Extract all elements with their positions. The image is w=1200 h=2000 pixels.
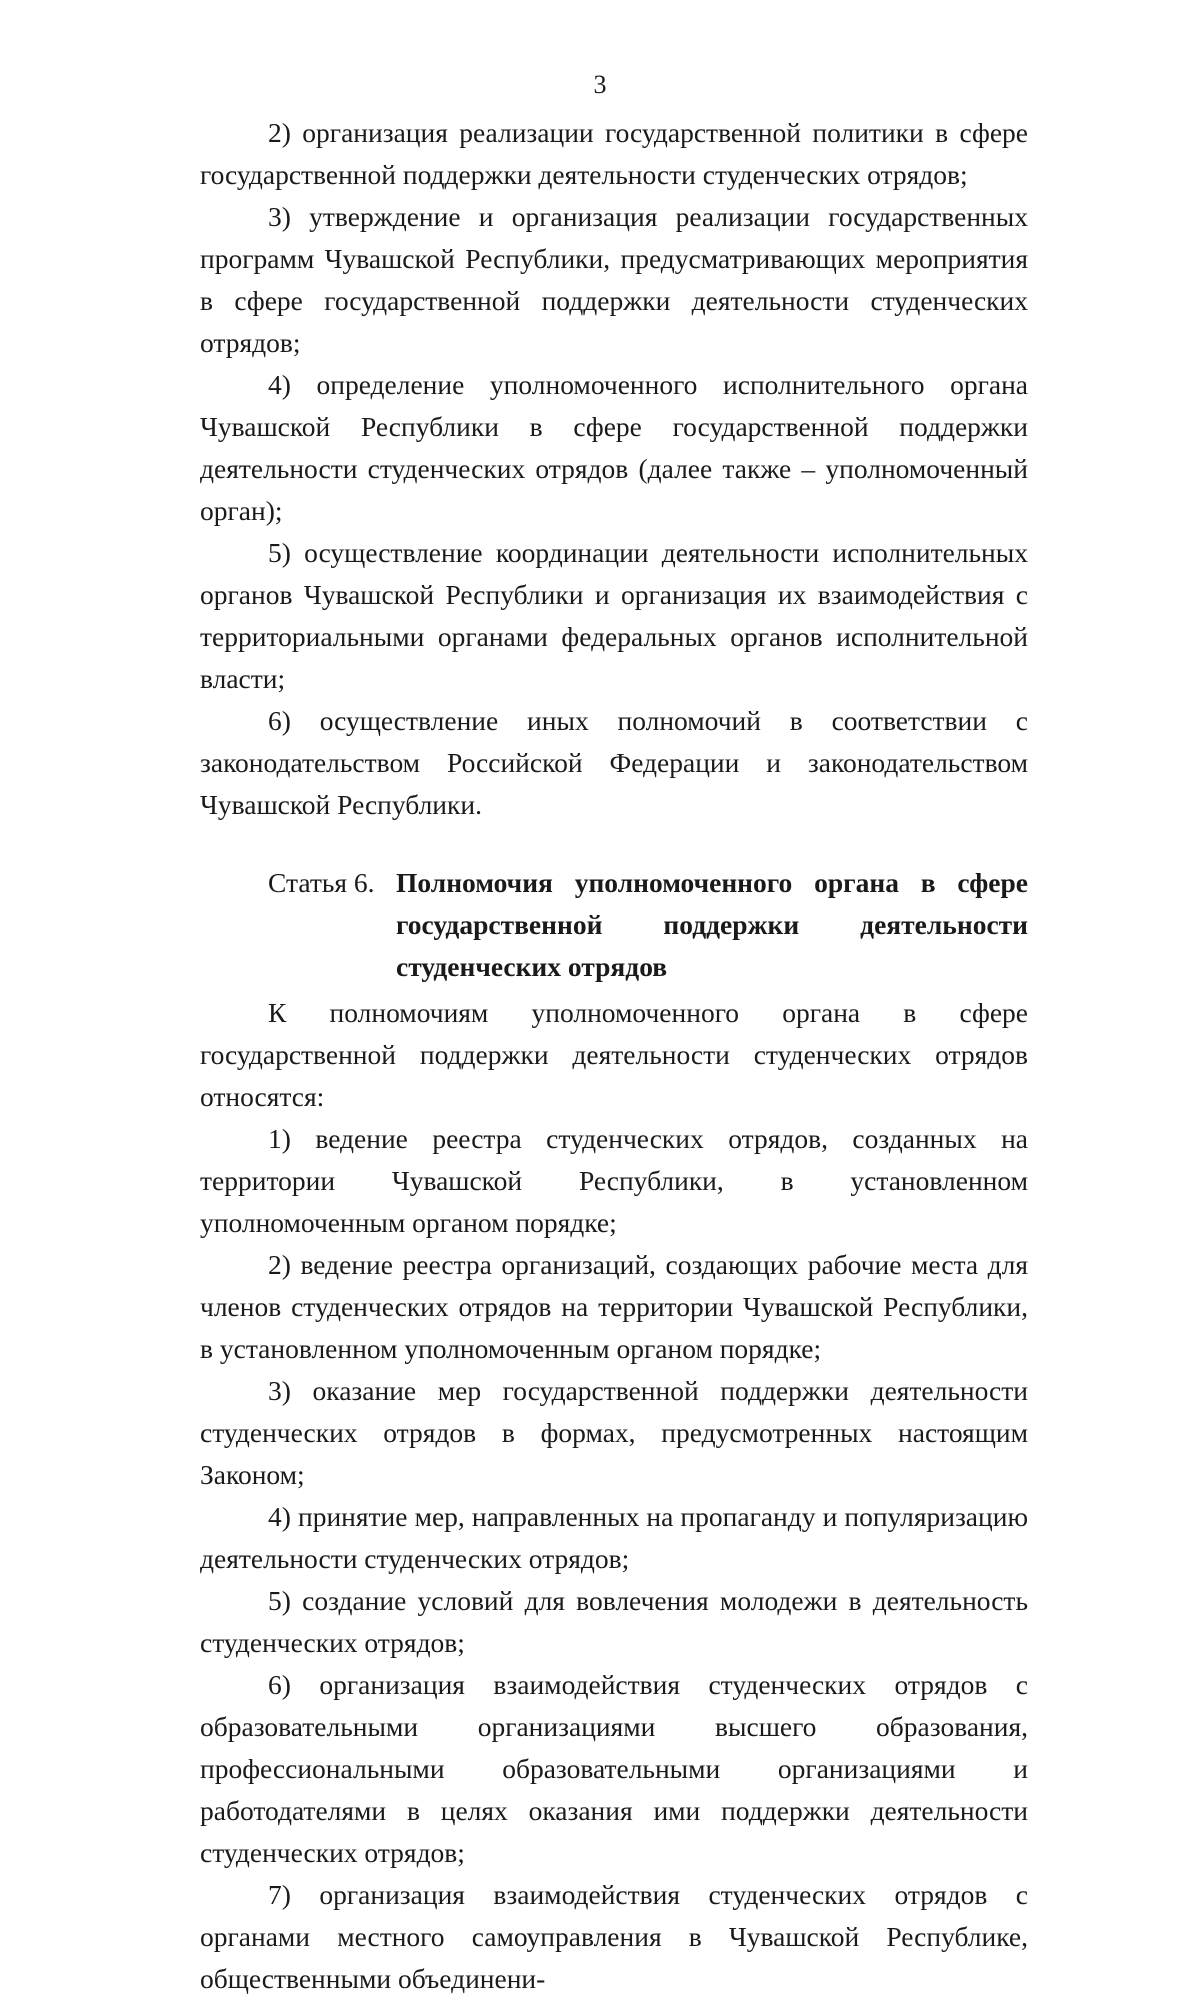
paragraph: 7) организация взаимодействия студенческих отрядов с органами местного самоуправления в Чувашской Республике, общественными объединени- [200, 1879, 1028, 1994]
paragraph: 1) ведение реестра студенческих отрядов, созданных на территории Чувашской Республики, в установленном уполномоченным органом порядке; [200, 1123, 1028, 1238]
article-title: Полномочия уполномоченного органа в сфере государственной поддержки деятельности студенческих отрядов [396, 867, 1028, 982]
paragraph: 2) ведение реестра организаций, создающих рабочие места для членов студенческих отрядов на территории Чувашской Республики, в установленном уполномоченным органом порядке; [200, 1249, 1028, 1364]
article-heading [200, 862, 1028, 988]
paragraph: 2) организация реализации государственной политики в сфере государственной поддержки деятельности студенческих отрядов; [200, 117, 1028, 190]
paragraph: 3) утверждение и организация реализации государственных программ Чувашской Республики, предусматривающих мероприятия в сфере государственной поддержки деятельности студенческих отрядов; [200, 201, 1028, 358]
paragraph: 3) оказание мер государственной поддержки деятельности студенческих отрядов в формах, предусмотренных настоящим Законом; [200, 1375, 1028, 1490]
paragraph: 4) определение уполномоченного исполнительного органа Чувашской Республики в сфере государственной поддержки деятельности студенческих отрядов (далее также – уполномоченный орган); [200, 369, 1028, 526]
paragraph: К полномочиям уполномоченного органа в сфере государственной поддержки деятельности студенческих отрядов относятся: [200, 997, 1028, 1112]
paragraph: 6) осуществление иных полномочий в соответствии с законодательством Российской Федерации и законодательством Чувашской Республики. [200, 705, 1028, 820]
paragraph: 4) принятие мер, направленных на пропаганду и популяризацию деятельности студенческих отрядов; [200, 1501, 1028, 1574]
document-body [200, 112, 1028, 2000]
section-gap [200, 826, 1028, 862]
page-number: 3 [593, 70, 607, 99]
paragraph: 6) организация взаимодействия студенческих отрядов с образовательными организациями высшего образования, профессиональными образовательными организациями и работодателями в целях оказания ими поддержки деятельности студенческих отрядов; [200, 1669, 1028, 1868]
article-label: Статья 6. [268, 867, 375, 898]
paragraph: 5) осуществление координации деятельности исполнительных органов Чувашской Республики и организация их взаимодействия с территориальными органами федеральных органов исполнительной власти; [200, 537, 1028, 694]
paragraph: 5) создание условий для вовлечения молодежи в деятельность студенческих отрядов; [200, 1585, 1028, 1658]
